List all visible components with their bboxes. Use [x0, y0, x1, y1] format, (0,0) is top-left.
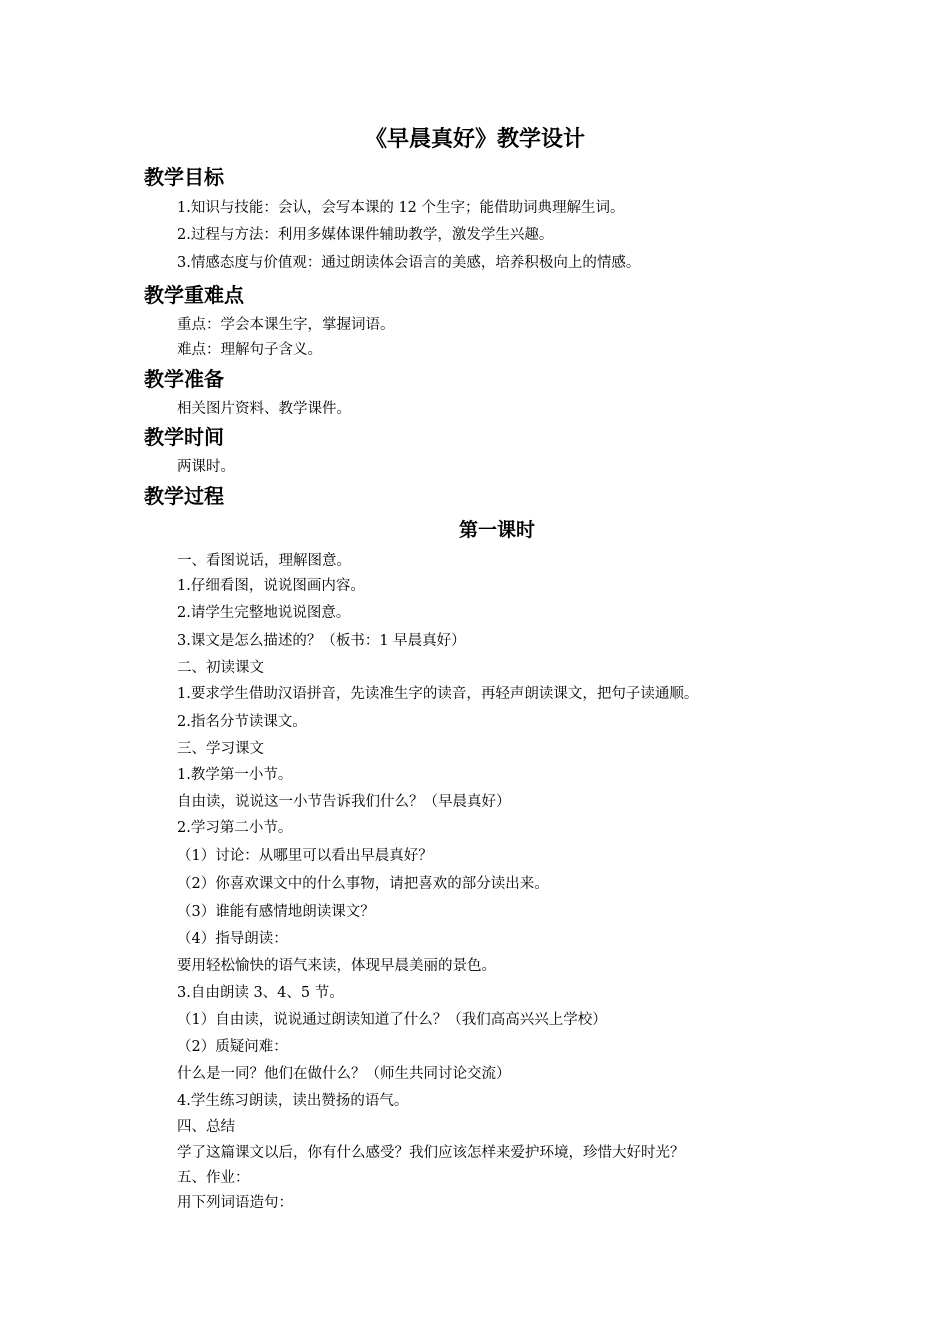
- key-point-line: 难点：理解句子含义。: [177, 342, 322, 358]
- process-line: 自由读，说说这一小节告诉我们什么？（早晨真好）: [177, 794, 511, 810]
- process-line: 2.请学生完整地说说图意。: [177, 605, 351, 621]
- process-line: 三、学习课文: [177, 741, 264, 757]
- process-line: 1.仔细看图，说说图画内容。: [177, 578, 365, 594]
- heading-objectives: 教学目标: [144, 165, 224, 189]
- process-line: 什么是一同？他们在做什么？（师生共同讨论交流）: [177, 1066, 511, 1082]
- objective-line: 2.过程与方法：利用多媒体课件辅助教学，激发学生兴趣。: [177, 227, 554, 243]
- heading-key-points: 教学重难点: [144, 283, 244, 307]
- process-line: （3）谁能有感情地朗读课文？: [177, 904, 375, 920]
- process-line: （1）讨论：从哪里可以看出早晨真好？: [177, 848, 433, 864]
- process-line: 用下列词语造句：: [177, 1195, 293, 1211]
- process-line: 2.指名分节读课文。: [177, 714, 307, 730]
- document-title: 《早晨真好》教学设计: [364, 127, 585, 152]
- process-line: 五、作业：: [177, 1170, 250, 1186]
- process-line: 要用轻松愉快的语气来读，体现早晨美丽的景色。: [177, 958, 496, 974]
- process-line: 4.学生练习朗读，读出赞扬的语气。: [177, 1093, 409, 1109]
- process-line: 3.自由朗读 3、4、5 节。: [177, 985, 344, 1001]
- process-line: 3.课文是怎么描述的？（板书：1 早晨真好）: [177, 633, 466, 649]
- process-line: （2）质疑问难：: [177, 1039, 288, 1055]
- process-line: 一、看图说话，理解图意。: [177, 553, 351, 569]
- lesson-subheading: 第一课时: [458, 519, 535, 541]
- process-line: （4）指导朗读：: [177, 931, 288, 947]
- objective-line: 1.知识与技能：会认，会写本课的 12 个生字；能借助词典理解生词。: [177, 200, 625, 216]
- process-line: 学了这篇课文以后，你有什么感受？我们应该怎样来爱护环境，珍惜大好时光？: [177, 1145, 685, 1161]
- heading-preparation: 教学准备: [144, 367, 224, 391]
- heading-process: 教学过程: [144, 484, 224, 508]
- process-line: （2）你喜欢课文中的什么事物，请把喜欢的部分读出来。: [177, 876, 549, 892]
- heading-time: 教学时间: [144, 425, 224, 449]
- process-line: 四、总结: [177, 1119, 235, 1135]
- process-line: 1.教学第一小节。: [177, 767, 293, 783]
- process-line: 1.要求学生借助汉语拼音，先读准生字的读音，再轻声朗读课文，把句子读通顺。: [177, 686, 699, 702]
- process-line: 二、初读课文: [177, 660, 264, 676]
- preparation-line: 相关图片资料、教学课件。: [177, 401, 351, 417]
- process-line: （1）自由读，说说通过朗读知道了什么？（我们高高兴兴上学校）: [177, 1012, 607, 1028]
- objective-line: 3.情感态度与价值观：通过朗读体会语言的美感，培养积极向上的情感。: [177, 255, 641, 271]
- process-line: 2.学习第二小节。: [177, 820, 293, 836]
- key-point-line: 重点：学会本课生字，掌握词语。: [177, 317, 395, 333]
- time-line: 两课时。: [177, 459, 235, 475]
